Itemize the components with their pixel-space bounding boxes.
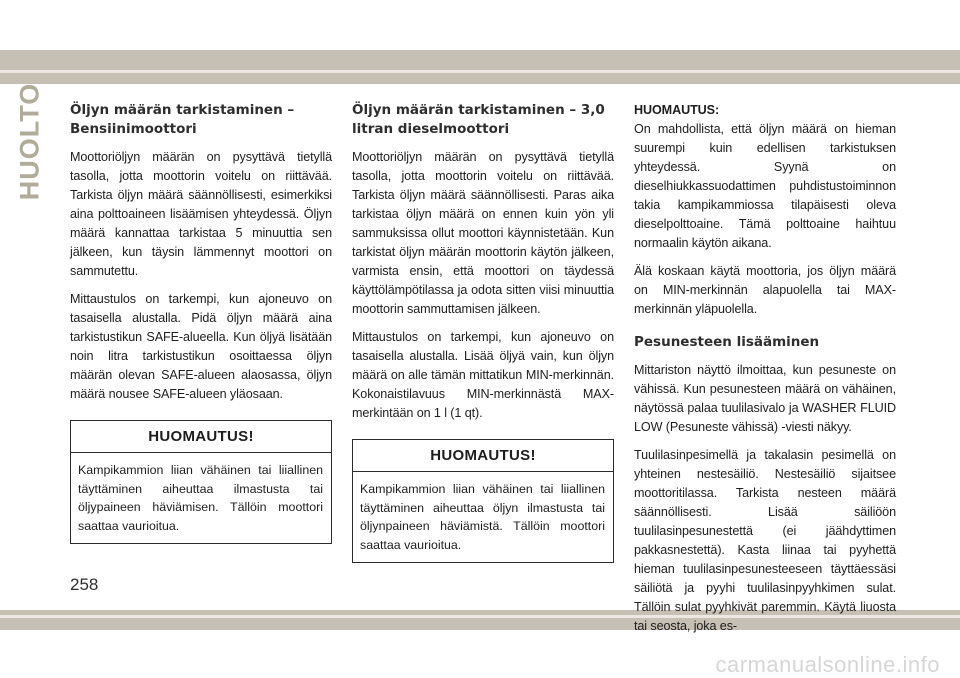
column-2 (352, 101, 614, 563)
note-label: HUOMAUTUS: (634, 103, 720, 117)
column-1 (70, 101, 332, 544)
caution-box (70, 420, 332, 544)
paragraph: On mahdollista, että öljyn määrä on hieman suurempi kuin edellisen tarkistuksen yhteydessä. Syynä on dieselhiukkassuodattimen puhdistustoiminnon takia kampikammiossa tilapäisesti oleva dieselpolttoaine. Tämä polttoaine haihtuu normaalin käytön aikana. (634, 122, 896, 250)
paragraph: Mittaustulos on tarkempi, kun ajoneuvo on tasaisella alustalla. Pidä öljyn määrä aina tarkistustikun SAFE-alueella. Kun öljyä lisätään noin litra tarkistustikun osoittaessa öljyn määrän olevan SAFE-alueen alaosassa, öljyn määrä nousee SAFE-alueen yläosaan. (70, 292, 332, 401)
column-3 (634, 101, 896, 645)
heading-oil-petrol: Öljyn määrän tarkistaminen – Bensiinimoottori (70, 102, 295, 137)
caution-text: Kampikammion liian vähäinen tai liiallinen täyttäminen aiheuttaa ilmastusta tai öljypaineen häviämisen. Tällöin moottori saattaa vaurioitua. (78, 463, 323, 533)
paragraph: Tuulilasinpesimellä ja takalasin pesimellä on yhteinen nestesäiliö. Nestesäiliö sijaitsee moottoritilassa. Tarkista nesteen määrä säännöllisesti. Lisää säiliöön tuulilasinpesunestettä (ei jäähdyttimen pakkasnestettä). Kasta liinaa tai pyyhettä hieman tuulilasinpesunesteeseen täyttäessäsi säiliötä ja pyyhi tuulilasinpyyhkimen sulat. Tällöin sulat pyyhkivät paremmin. Käytä liuosta tai seosta, joka es- (634, 448, 896, 633)
paragraph: Mittariston näyttö ilmoittaa, kun pesuneste on vähissä. Kun pesunesteen määrä on vähäinen, näytössä palaa tuulilasivalo ja WASHER FLUID LOW (Pesuneste vähissä) -viesti näkyy. (634, 363, 896, 434)
paragraph: Älä koskaan käytä moottoria, jos öljyn määrä on MIN-merkinnän alapuolella tai MAX-merkinnän yläpuolella. (634, 264, 896, 316)
caution-title: HUOMAUTUS! (71, 421, 331, 453)
caution-title: HUOMAUTUS! (353, 440, 613, 472)
caution-box (352, 439, 614, 563)
watermark: carmanualsonline.info (715, 652, 940, 677)
header-stripe (0, 70, 960, 73)
header-band (0, 50, 960, 84)
heading-washer-fluid: Pesunesteen lisääminen (634, 334, 820, 350)
paragraph: Moottoriöljyn määrän on pysyttävä tietyllä tasolla, jotta moottorin voitelu on riittävää. Tarkista öljyn määrä säännöllisesti. Paras aika tarkistaa öljyn määrä on ennen kuin yön yli sammuksissa ollut moottori käynnistetään. Kun tarkistat öljyn määrän moottorin käytön jälkeen, varmista ensin, että moottori on täydessä käyttölämpötilassa ja odota sitten viisi minuuttia moottorin sammuttamisen jälkeen. (352, 150, 614, 316)
heading-oil-diesel: Öljyn määrän tarkistaminen – 3,0 litran dieselmoottori (352, 102, 605, 137)
paragraph: Mittaustulos on tarkempi, kun ajoneuvo on tasaisella alustalla. Lisää öljyä vain, kun öljyn määrä on alle tämän mittatikun MIN-merkinnän. Kokonaistilavuus MIN-merkinnästä MAX-merkintään on 1 l (1 qt). (352, 330, 614, 420)
paragraph: Moottoriöljyn määrän on pysyttävä tietyllä tasolla, jotta moottorin voitelu on riittävää. Tarkista öljyn määrä säännöllisesti, esimerkiksi aina polttoaineen lisäämisen yhteydessä. Öljyn määrä kannattaa tarkistaa 5 minuuttia sen jälkeen, kun täysin lämmennyt moottori on sammutettu. (70, 150, 332, 278)
page-number: 258 (70, 575, 99, 594)
section-tab-label: HUOLTO (14, 82, 45, 200)
caution-text: Kampikammion liian vähäinen tai liiallinen täyttäminen aiheuttaa öljyn ilmastusta tai öljynpaineen häviämistä. Tällöin moottori saattaa vaurioitua. (360, 482, 605, 552)
section-tab (10, 82, 50, 200)
